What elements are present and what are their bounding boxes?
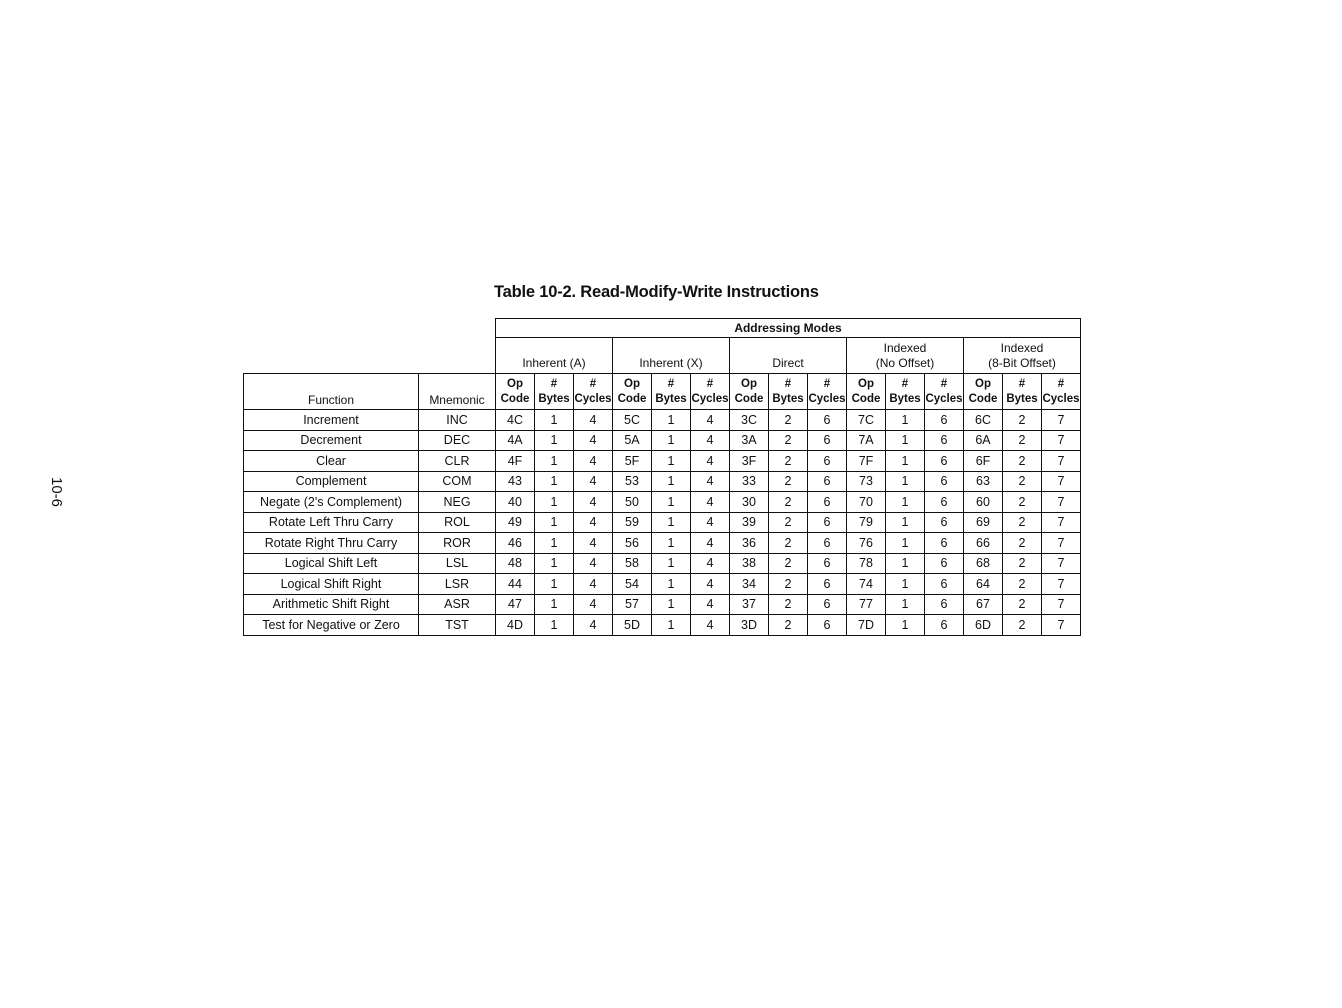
mode-group-line1 <box>613 341 729 356</box>
bytes-cell: 1 <box>652 451 691 472</box>
opcode-cell: 66 <box>964 533 1003 554</box>
opcode-cell: 30 <box>730 492 769 513</box>
read-modify-write-table <box>243 318 1081 636</box>
bytes-cell: 2 <box>1003 471 1042 492</box>
cycles-cell: 4 <box>691 492 730 513</box>
cycles-cell: 6 <box>925 492 964 513</box>
cycles-cell: 4 <box>574 533 613 554</box>
opcode-header-line2: Code <box>968 392 998 405</box>
opcode-cell: 76 <box>847 533 886 554</box>
bytes-cell: 2 <box>769 615 808 636</box>
cycles-cell: 4 <box>691 574 730 595</box>
cycles-cell: 7 <box>1042 615 1081 636</box>
bytes-cell: 2 <box>1003 430 1042 451</box>
cycles-cell: 4 <box>691 594 730 615</box>
opcode-header-line1: Op <box>858 377 874 390</box>
opcode-cell: 68 <box>964 553 1003 574</box>
cycles-header-line2: Cycles <box>1042 392 1080 405</box>
bytes-cell: 2 <box>769 533 808 554</box>
opcode-header-line2: Code <box>617 392 647 405</box>
bytes-header <box>886 374 925 410</box>
bytes-cell: 1 <box>652 430 691 451</box>
mnemonic-cell: ASR <box>419 594 496 615</box>
function-cell: Increment <box>244 410 419 431</box>
cycles-cell: 4 <box>691 533 730 554</box>
opcode-cell: 44 <box>496 574 535 595</box>
cycles-cell: 6 <box>808 451 847 472</box>
cycles-cell: 4 <box>691 410 730 431</box>
bytes-cell: 1 <box>535 410 574 431</box>
cycles-header-line2: Cycles <box>691 392 729 405</box>
bytes-header-line1: # <box>550 377 558 390</box>
mode-group-header <box>613 338 730 374</box>
opcode-cell: 70 <box>847 492 886 513</box>
table-row <box>244 594 1081 615</box>
opcode-cell: 79 <box>847 512 886 533</box>
bytes-cell: 2 <box>1003 594 1042 615</box>
mnemonic-cell: ROR <box>419 533 496 554</box>
bytes-header-line1: # <box>784 377 792 390</box>
bytes-cell: 2 <box>769 451 808 472</box>
cycles-cell: 7 <box>1042 533 1081 554</box>
mnemonic-cell: LSL <box>419 553 496 574</box>
mnemonic-header: Mnemonic <box>419 374 496 410</box>
opcode-cell: 49 <box>496 512 535 533</box>
bytes-cell: 2 <box>1003 492 1042 513</box>
mode-group-line2: Direct <box>772 356 804 370</box>
mode-group-line2: (8-Bit Offset) <box>988 356 1056 370</box>
bytes-cell: 1 <box>652 574 691 595</box>
bytes-header <box>652 374 691 410</box>
cycles-cell: 6 <box>925 574 964 595</box>
table-row <box>244 471 1081 492</box>
mode-group-header <box>496 338 613 374</box>
blank-corner-2 <box>244 338 496 374</box>
opcode-header-line2: Code <box>851 392 881 405</box>
table-row <box>244 451 1081 472</box>
opcode-cell: 3C <box>730 410 769 431</box>
opcode-cell: 73 <box>847 471 886 492</box>
table-row <box>244 512 1081 533</box>
bytes-cell: 2 <box>1003 410 1042 431</box>
cycles-header <box>574 374 613 410</box>
cycles-cell: 6 <box>925 553 964 574</box>
cycles-cell: 6 <box>925 430 964 451</box>
opcode-cell: 56 <box>613 533 652 554</box>
opcode-cell: 5C <box>613 410 652 431</box>
opcode-cell: 7D <box>847 615 886 636</box>
bytes-cell: 1 <box>886 594 925 615</box>
opcode-cell: 57 <box>613 594 652 615</box>
cycles-header <box>1042 374 1081 410</box>
opcode-cell: 3A <box>730 430 769 451</box>
cycles-cell: 7 <box>1042 574 1081 595</box>
cycles-cell: 7 <box>1042 471 1081 492</box>
bytes-cell: 2 <box>769 471 808 492</box>
opcode-cell: 59 <box>613 512 652 533</box>
table-row <box>244 533 1081 554</box>
bytes-cell: 2 <box>769 574 808 595</box>
bytes-header-line1: # <box>667 377 675 390</box>
cycles-cell: 6 <box>925 471 964 492</box>
mode-group-line1 <box>496 341 612 356</box>
cycles-cell: 7 <box>1042 430 1081 451</box>
table-title: Table 10-2. Read-Modify-Write Instructions <box>494 283 819 301</box>
bytes-header-line2: Bytes <box>889 392 921 405</box>
opcode-cell: 5A <box>613 430 652 451</box>
opcode-header-line1: Op <box>741 377 757 390</box>
function-cell: Negate (2's Complement) <box>244 492 419 513</box>
bytes-cell: 1 <box>652 553 691 574</box>
cycles-header-line1: # <box>706 377 714 390</box>
function-cell: Logical Shift Left <box>244 553 419 574</box>
bytes-header <box>769 374 808 410</box>
cycles-cell: 7 <box>1042 553 1081 574</box>
bytes-header <box>535 374 574 410</box>
opcode-cell: 6A <box>964 430 1003 451</box>
opcode-cell: 3D <box>730 615 769 636</box>
cycles-cell: 6 <box>925 410 964 431</box>
opcode-cell: 7C <box>847 410 886 431</box>
cycles-cell: 4 <box>574 410 613 431</box>
table-row <box>244 615 1081 636</box>
opcode-cell: 60 <box>964 492 1003 513</box>
bytes-cell: 2 <box>1003 451 1042 472</box>
opcode-cell: 63 <box>964 471 1003 492</box>
cycles-cell: 7 <box>1042 594 1081 615</box>
bytes-cell: 1 <box>535 615 574 636</box>
bytes-cell: 1 <box>535 471 574 492</box>
opcode-cell: 39 <box>730 512 769 533</box>
mode-group-header <box>964 338 1081 374</box>
bytes-cell: 1 <box>886 451 925 472</box>
function-cell: Rotate Left Thru Carry <box>244 512 419 533</box>
bytes-cell: 1 <box>535 451 574 472</box>
mode-group-line1: Indexed <box>1000 341 1044 355</box>
cycles-cell: 6 <box>925 451 964 472</box>
cycles-cell: 6 <box>925 615 964 636</box>
cycles-cell: 6 <box>808 615 847 636</box>
bytes-cell: 1 <box>886 615 925 636</box>
function-cell: Arithmetic Shift Right <box>244 594 419 615</box>
cycles-cell: 6 <box>808 410 847 431</box>
bytes-cell: 1 <box>886 471 925 492</box>
opcode-cell: 36 <box>730 533 769 554</box>
mode-group-line2: Inherent (A) <box>522 356 586 370</box>
addressing-modes-header: Addressing Modes <box>496 319 1081 338</box>
cycles-cell: 6 <box>808 553 847 574</box>
bytes-cell: 1 <box>652 471 691 492</box>
cycles-cell: 4 <box>691 430 730 451</box>
bytes-cell: 2 <box>1003 512 1042 533</box>
opcode-cell: 74 <box>847 574 886 595</box>
cycles-cell: 4 <box>691 615 730 636</box>
bytes-cell: 1 <box>886 533 925 554</box>
cycles-cell: 6 <box>808 574 847 595</box>
bytes-cell: 2 <box>769 430 808 451</box>
cycles-cell: 4 <box>574 451 613 472</box>
table-row <box>244 553 1081 574</box>
function-cell: Clear <box>244 451 419 472</box>
bytes-cell: 1 <box>886 574 925 595</box>
function-cell: Decrement <box>244 430 419 451</box>
function-cell: Complement <box>244 471 419 492</box>
opcode-cell: 4F <box>496 451 535 472</box>
opcode-cell: 54 <box>613 574 652 595</box>
cycles-cell: 6 <box>925 533 964 554</box>
mode-group-line2: Inherent (X) <box>639 356 703 370</box>
opcode-cell: 7F <box>847 451 886 472</box>
cycles-cell: 4 <box>574 615 613 636</box>
mnemonic-cell: CLR <box>419 451 496 472</box>
opcode-cell: 78 <box>847 553 886 574</box>
opcode-cell: 4C <box>496 410 535 431</box>
cycles-cell: 6 <box>925 512 964 533</box>
cycles-cell: 7 <box>1042 410 1081 431</box>
bytes-cell: 2 <box>1003 553 1042 574</box>
opcode-cell: 6F <box>964 451 1003 472</box>
cycles-cell: 7 <box>1042 492 1081 513</box>
opcode-header <box>964 374 1003 410</box>
opcode-cell: 64 <box>964 574 1003 595</box>
cycles-cell: 4 <box>574 553 613 574</box>
cycles-cell: 6 <box>808 430 847 451</box>
opcode-cell: 5D <box>613 615 652 636</box>
table-row <box>244 492 1081 513</box>
opcode-cell: 50 <box>613 492 652 513</box>
cycles-header-line1: # <box>940 377 948 390</box>
bytes-cell: 1 <box>535 553 574 574</box>
bytes-cell: 2 <box>769 553 808 574</box>
cycles-cell: 4 <box>574 430 613 451</box>
cycles-cell: 4 <box>691 553 730 574</box>
mnemonic-cell: DEC <box>419 430 496 451</box>
bytes-cell: 2 <box>1003 615 1042 636</box>
bytes-header-line2: Bytes <box>772 392 804 405</box>
opcode-header <box>730 374 769 410</box>
mode-group-header <box>730 338 847 374</box>
opcode-cell: 4A <box>496 430 535 451</box>
cycles-header <box>808 374 847 410</box>
cycles-cell: 4 <box>574 574 613 595</box>
cycles-cell: 6 <box>808 594 847 615</box>
opcode-cell: 48 <box>496 553 535 574</box>
opcode-cell: 69 <box>964 512 1003 533</box>
bytes-cell: 1 <box>886 410 925 431</box>
function-cell: Rotate Right Thru Carry <box>244 533 419 554</box>
bytes-cell: 1 <box>535 492 574 513</box>
opcode-header <box>847 374 886 410</box>
bytes-cell: 2 <box>769 410 808 431</box>
opcode-cell: 34 <box>730 574 769 595</box>
bytes-header <box>1003 374 1042 410</box>
cycles-header-line1: # <box>823 377 831 390</box>
cycles-header-line1: # <box>589 377 597 390</box>
bytes-cell: 1 <box>886 512 925 533</box>
cycles-cell: 6 <box>925 594 964 615</box>
opcode-cell: 37 <box>730 594 769 615</box>
opcode-cell: 47 <box>496 594 535 615</box>
cycles-header-line1: # <box>1057 377 1065 390</box>
mode-group-line1 <box>730 341 846 356</box>
opcode-cell: 53 <box>613 471 652 492</box>
bytes-cell: 2 <box>1003 533 1042 554</box>
bytes-cell: 2 <box>769 594 808 615</box>
table-row <box>244 430 1081 451</box>
cycles-cell: 6 <box>808 471 847 492</box>
opcode-cell: 7A <box>847 430 886 451</box>
bytes-cell: 2 <box>1003 574 1042 595</box>
cycles-cell: 4 <box>691 471 730 492</box>
mnemonic-cell: NEG <box>419 492 496 513</box>
cycles-cell: 6 <box>808 512 847 533</box>
bytes-cell: 1 <box>886 492 925 513</box>
cycles-header <box>691 374 730 410</box>
mnemonic-cell: TST <box>419 615 496 636</box>
bytes-cell: 1 <box>886 430 925 451</box>
table-row <box>244 574 1081 595</box>
mnemonic-cell: COM <box>419 471 496 492</box>
opcode-cell: 6C <box>964 410 1003 431</box>
bytes-header-line2: Bytes <box>655 392 687 405</box>
cycles-cell: 7 <box>1042 451 1081 472</box>
bytes-cell: 2 <box>769 492 808 513</box>
opcode-header-line2: Code <box>734 392 764 405</box>
mode-group-line2: (No Offset) <box>875 356 935 370</box>
opcode-header-line1: Op <box>624 377 640 390</box>
cycles-header-line2: Cycles <box>574 392 612 405</box>
bytes-header-line1: # <box>901 377 909 390</box>
function-header: Function <box>244 374 419 410</box>
cycles-cell: 4 <box>574 594 613 615</box>
opcode-header-line2: Code <box>500 392 530 405</box>
cycles-cell: 6 <box>808 533 847 554</box>
bytes-cell: 1 <box>886 553 925 574</box>
bytes-cell: 1 <box>652 533 691 554</box>
opcode-cell: 43 <box>496 471 535 492</box>
cycles-header-line2: Cycles <box>925 392 963 405</box>
opcode-cell: 77 <box>847 594 886 615</box>
mnemonic-cell: ROL <box>419 512 496 533</box>
bytes-cell: 1 <box>535 574 574 595</box>
bytes-header-line2: Bytes <box>1006 392 1038 405</box>
cycles-cell: 4 <box>574 492 613 513</box>
bytes-header-line1: # <box>1018 377 1026 390</box>
bytes-cell: 1 <box>652 615 691 636</box>
bytes-cell: 1 <box>652 594 691 615</box>
opcode-cell: 46 <box>496 533 535 554</box>
blank-corner <box>244 319 496 338</box>
opcode-cell: 58 <box>613 553 652 574</box>
bytes-cell: 1 <box>535 512 574 533</box>
cycles-cell: 4 <box>574 512 613 533</box>
opcode-cell: 4D <box>496 615 535 636</box>
mnemonic-cell: INC <box>419 410 496 431</box>
bytes-cell: 1 <box>535 594 574 615</box>
bytes-cell: 1 <box>652 492 691 513</box>
opcode-header <box>613 374 652 410</box>
bytes-header-line2: Bytes <box>538 392 570 405</box>
bytes-cell: 1 <box>535 430 574 451</box>
opcode-cell: 5F <box>613 451 652 472</box>
bytes-cell: 1 <box>652 410 691 431</box>
function-cell: Test for Negative or Zero <box>244 615 419 636</box>
opcode-cell: 40 <box>496 492 535 513</box>
opcode-cell: 33 <box>730 471 769 492</box>
cycles-header-line2: Cycles <box>808 392 846 405</box>
mnemonic-cell: LSR <box>419 574 496 595</box>
opcode-cell: 67 <box>964 594 1003 615</box>
opcode-header-line1: Op <box>975 377 991 390</box>
cycles-cell: 4 <box>574 471 613 492</box>
opcode-cell: 6D <box>964 615 1003 636</box>
opcode-header-line1: Op <box>507 377 523 390</box>
bytes-cell: 2 <box>769 512 808 533</box>
cycles-cell: 6 <box>808 492 847 513</box>
cycles-cell: 4 <box>691 451 730 472</box>
opcode-cell: 38 <box>730 553 769 574</box>
opcode-header <box>496 374 535 410</box>
cycles-cell: 7 <box>1042 512 1081 533</box>
page-number: 10-6 <box>48 476 65 508</box>
cycles-header <box>925 374 964 410</box>
opcode-cell: 3F <box>730 451 769 472</box>
cycles-cell: 4 <box>691 512 730 533</box>
table-row <box>244 410 1081 431</box>
function-cell: Logical Shift Right <box>244 574 419 595</box>
bytes-cell: 1 <box>535 533 574 554</box>
mode-group-header <box>847 338 964 374</box>
bytes-cell: 1 <box>652 512 691 533</box>
mode-group-line1: Indexed <box>883 341 927 355</box>
